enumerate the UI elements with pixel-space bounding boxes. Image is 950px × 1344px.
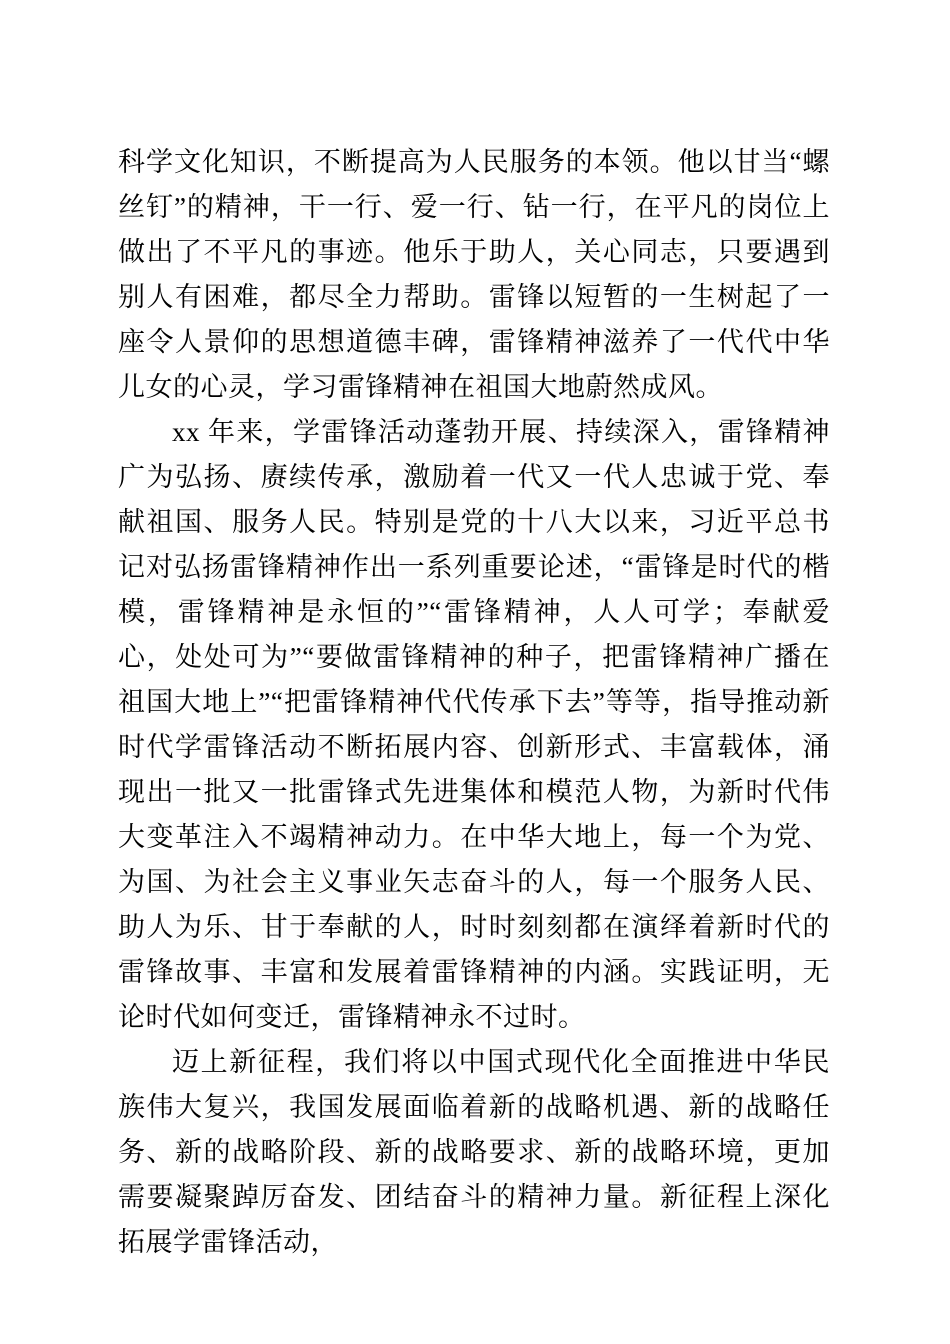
paragraph-new-journey: 迈上新征程，我们将以中国式现代化全面推进中华民族伟大复兴，我国发展面临着新的战略机遇、新的战略任务、新的战略阶段、新的战略要求、新的战略环境，更加需要凝聚踔厉奋发、团结奋斗的精神力量。新征程上深化拓展学雷锋活动， <box>118 1047 830 1257</box>
paragraph-lei-feng-activities: xx 年来，学雷锋活动蓬勃开展、持续深入，雷锋精神广为弘扬、赓续传承，激励着一代又一代人忠诚于党、奉献祖国、服务人民。特别是党的十八大以来，习近平总书记对弘扬雷锋精神作出一系列重要论述，“雷锋是时代的楷模，雷锋精神是永恒的”“雷锋精神，人人可学；奉献爱心，处处可为”“要做雷锋精神的种子，把雷锋精神广播在祖国大地上”“把雷锋精神代代传承下去”等等，指导推动新时代学雷锋活动不断拓展内容、创新形式、丰富载体，涌现出一批又一批雷锋式先进集体和模范人物，为新时代伟大变革注入不竭精神动力。在中华大地上，每一个为党、为国、为社会主义事业矢志奋斗的人，每一个服务人民、助人为乐、甘于奉献的人，时时刻刻都在演绎着新时代的雷锋故事、丰富和发展着雷锋精神的内涵。实践证明，无论时代如何变迁，雷锋精神永不过时。 <box>118 417 830 1032</box>
paragraph-continuation: 科学文化知识，不断提高为人民服务的本领。他以甘当“螺丝钉”的精神，干一行、爱一行、钻一行，在平凡的岗位上做出了不平凡的事迹。他乐于助人，关心同志，只要遇到别人有困难，都尽全力帮助。雷锋以短暂的一生树起了一座令人景仰的思想道德丰碑，雷锋精神滋养了一代代中华儿女的心灵，学习雷锋精神在祖国大地蔚然成风。 <box>118 147 830 402</box>
